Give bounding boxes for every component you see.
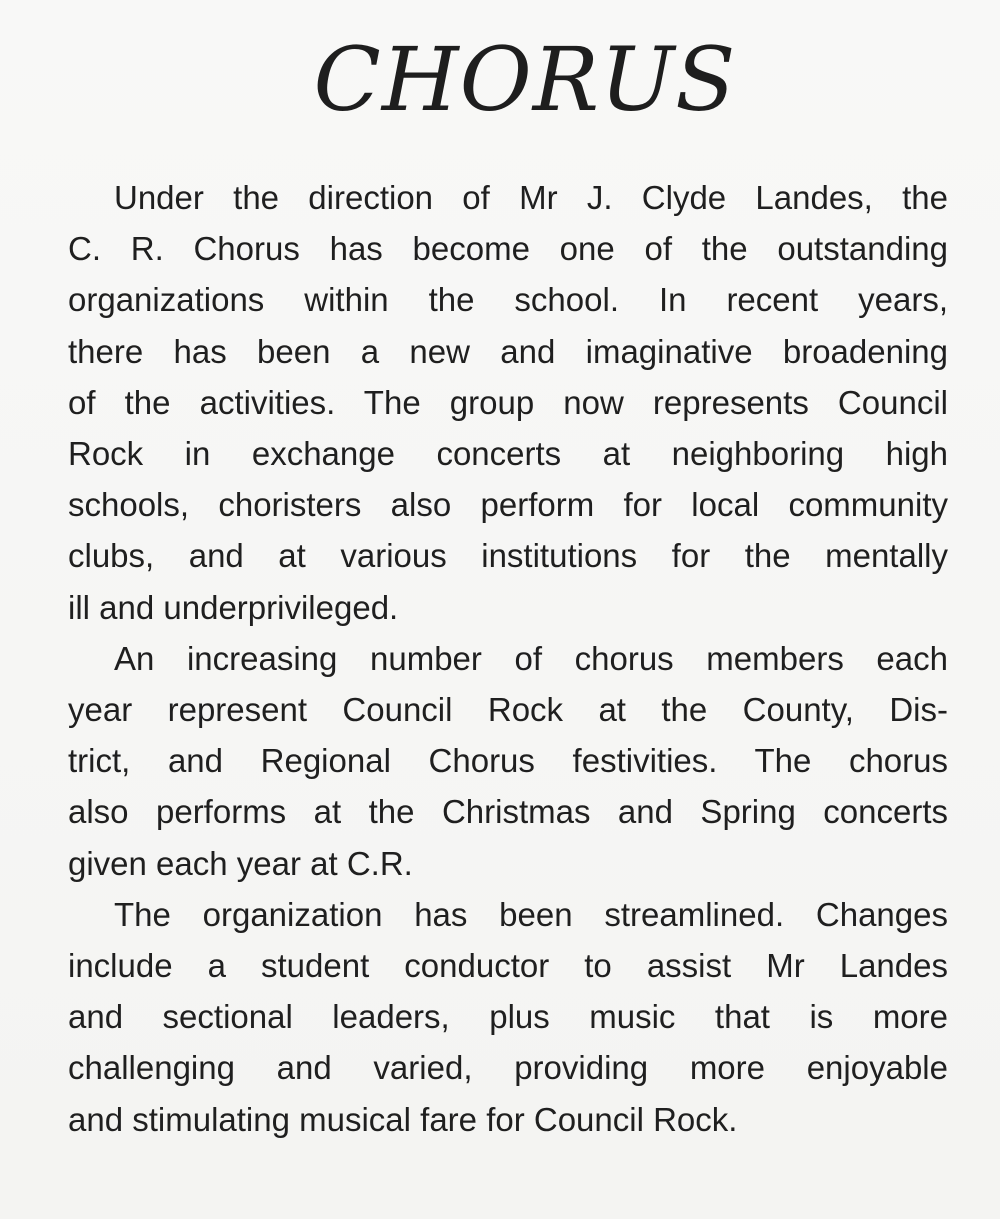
text-line: ill and underprivileged.: [68, 588, 399, 626]
text-line: Under the direction of Mr J. Clyde Landes, the: [114, 179, 948, 216]
article-body: [68, 172, 948, 1145]
text-line: organizations within the school. In recent years,: [68, 281, 948, 319]
text-line: The organization has been streamlined. Changes: [114, 895, 948, 933]
page-title: CHORUS: [313, 28, 737, 131]
text-line: given each year at C.R.: [68, 844, 413, 882]
text-line: Rock in exchange concerts at neighboring high: [68, 435, 948, 473]
text-line: C. R. Chorus has become one of the outstanding: [68, 230, 948, 268]
text-line: clubs, and at various institutions for the mentally: [68, 537, 948, 575]
text-line: year represent Council Rock at the County, Dis-: [68, 691, 948, 729]
text-line: schools, choristers also perform for local community: [68, 486, 948, 524]
text-line: An increasing number of chorus members each: [114, 639, 948, 677]
text-line: and stimulating musical fare for Council Rock.: [68, 1100, 738, 1138]
text-line: also performs at the Christmas and Spring concerts: [68, 793, 948, 831]
text-line: of the activities. The group now represents Council: [68, 383, 948, 421]
text-line: include a student conductor to assist Mr Landes: [68, 947, 948, 985]
paragraph-1: [68, 172, 948, 633]
paragraph-3: [68, 889, 948, 1145]
paragraph-2: [68, 633, 948, 889]
text-line: trict, and Regional Chorus festivities. The chorus: [68, 742, 948, 780]
text-line: and sectional leaders, plus music that is more: [68, 998, 948, 1036]
text-line: challenging and varied, providing more enjoyable: [68, 1049, 948, 1087]
text-line: there has been a new and imaginative broadening: [68, 332, 948, 370]
